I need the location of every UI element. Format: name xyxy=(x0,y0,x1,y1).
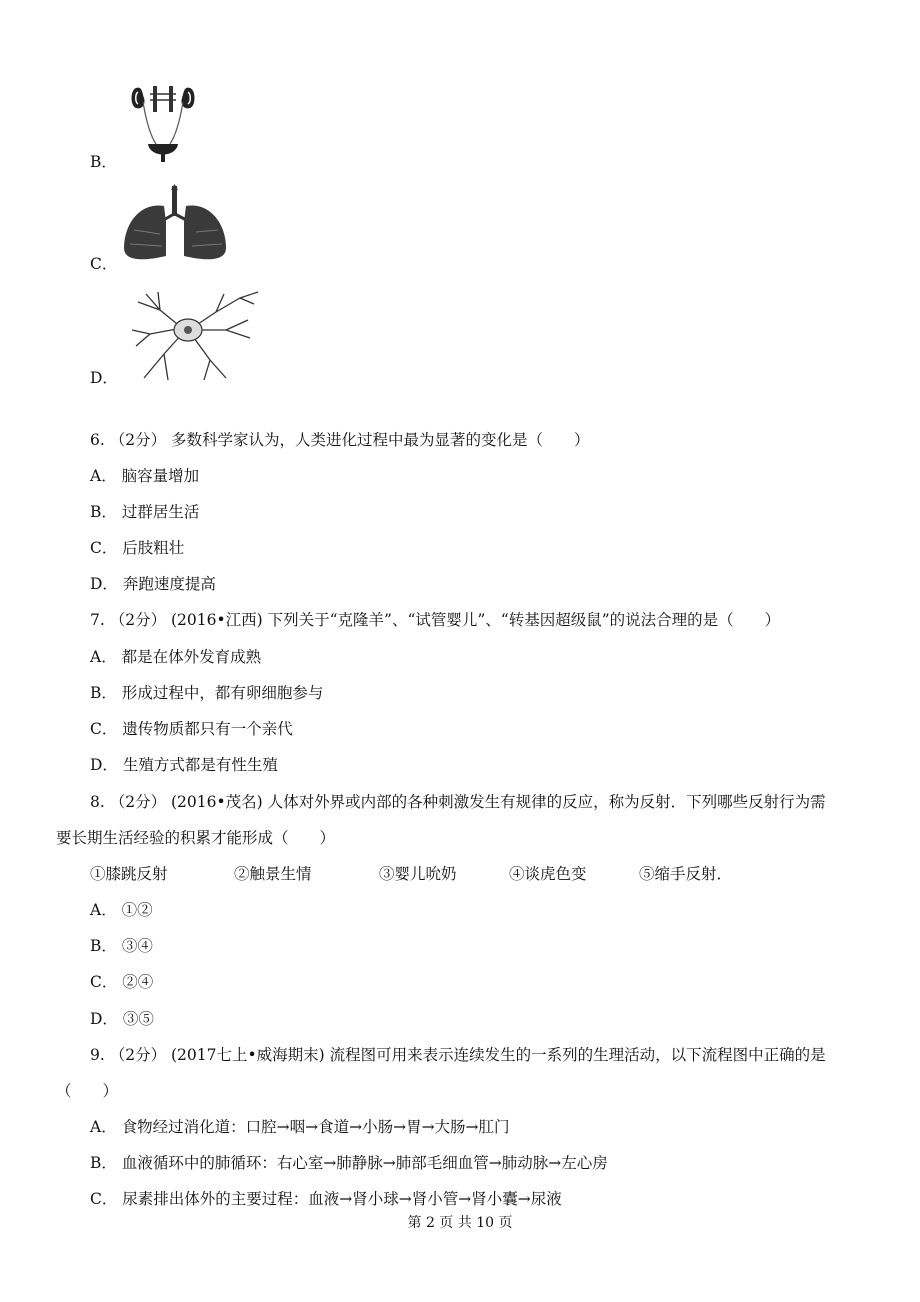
question-8-option-b: B． ③④ xyxy=(90,937,153,955)
question-7-option-b: B． 形成过程中，都有卵细胞参与 xyxy=(90,684,324,702)
page-footer: 第 2 页 共 10 页 xyxy=(407,1215,513,1231)
question-8-option-d: D． ③⑤ xyxy=(90,1010,154,1028)
question-8-stem-line1: 8. （2分） (2016•茂名) 人体对外界或内部的各种刺激发生有规律的反应，称为反射．下列哪些反射行为需 xyxy=(90,793,826,811)
question-8-option-a: A． ①② xyxy=(90,901,153,919)
question-7-option-a: A． 都是在体外发育成熟 xyxy=(90,648,262,666)
question-9-option-c: C． 尿素排出体外的主要过程：血液→肾小球→肾小管→肾小囊→尿液 xyxy=(90,1190,562,1208)
figure-neuron xyxy=(130,290,260,382)
question-6-option-a: A． 脑容量增加 xyxy=(90,467,200,485)
question-8-item-2: ②触景生情 xyxy=(234,865,312,883)
question-8-item-4: ④谈虎色变 xyxy=(509,865,587,883)
option-c-label: C． xyxy=(90,255,118,273)
question-8-option-c: C． ②④ xyxy=(90,973,154,991)
question-9-stem-line2: （ ） xyxy=(56,1082,119,1100)
question-6-stem: 6. （2分） 多数科学家认为，人类进化过程中最为显著的变化是（ ） xyxy=(90,431,590,449)
question-6-option-c: C． 后肢粗壮 xyxy=(90,539,185,557)
question-6-option-b: B． 过群居生活 xyxy=(90,503,200,521)
option-b-label: B． xyxy=(90,153,117,171)
question-7-stem: 7. （2分） (2016•江西) 下列关于“克隆羊”、“试管婴儿”、“转基因超级鼠”的说法合理的是（ ） xyxy=(90,611,781,629)
question-9-option-b: B． 血液循环中的肺循环：右心室→肺静脉→肺部毛细血管→肺动脉→左心房 xyxy=(90,1154,608,1172)
question-9-stem-line1: 9. （2分） (2017七上•威海期末) 流程图可用来表示连续发生的一系列的生理活动，以下流程图中正确的是 xyxy=(90,1046,826,1064)
question-8-item-3: ③婴儿吮奶 xyxy=(379,865,457,883)
question-7-option-c: C． 遗传物质都只有一个亲代 xyxy=(90,720,293,738)
question-8-items xyxy=(90,864,732,884)
option-d-label: D． xyxy=(90,369,118,387)
figure-kidney-urinary-system xyxy=(128,80,200,164)
question-8-item-5: ⑤缩手反射． xyxy=(639,865,733,883)
question-6-option-d: D． 奔跑速度提高 xyxy=(90,575,216,593)
question-8-stem-line2: 要长期生活经验的积累才能形成（ ） xyxy=(56,829,336,847)
figure-lungs xyxy=(120,184,230,268)
question-8-item-1: ①膝跳反射 xyxy=(90,865,168,883)
question-7-option-d: D． 生殖方式都是有性生殖 xyxy=(90,756,278,774)
question-9-option-a: A． 食物经过消化道：口腔→咽→食道→小肠→胃→大肠→肛门 xyxy=(90,1118,510,1136)
